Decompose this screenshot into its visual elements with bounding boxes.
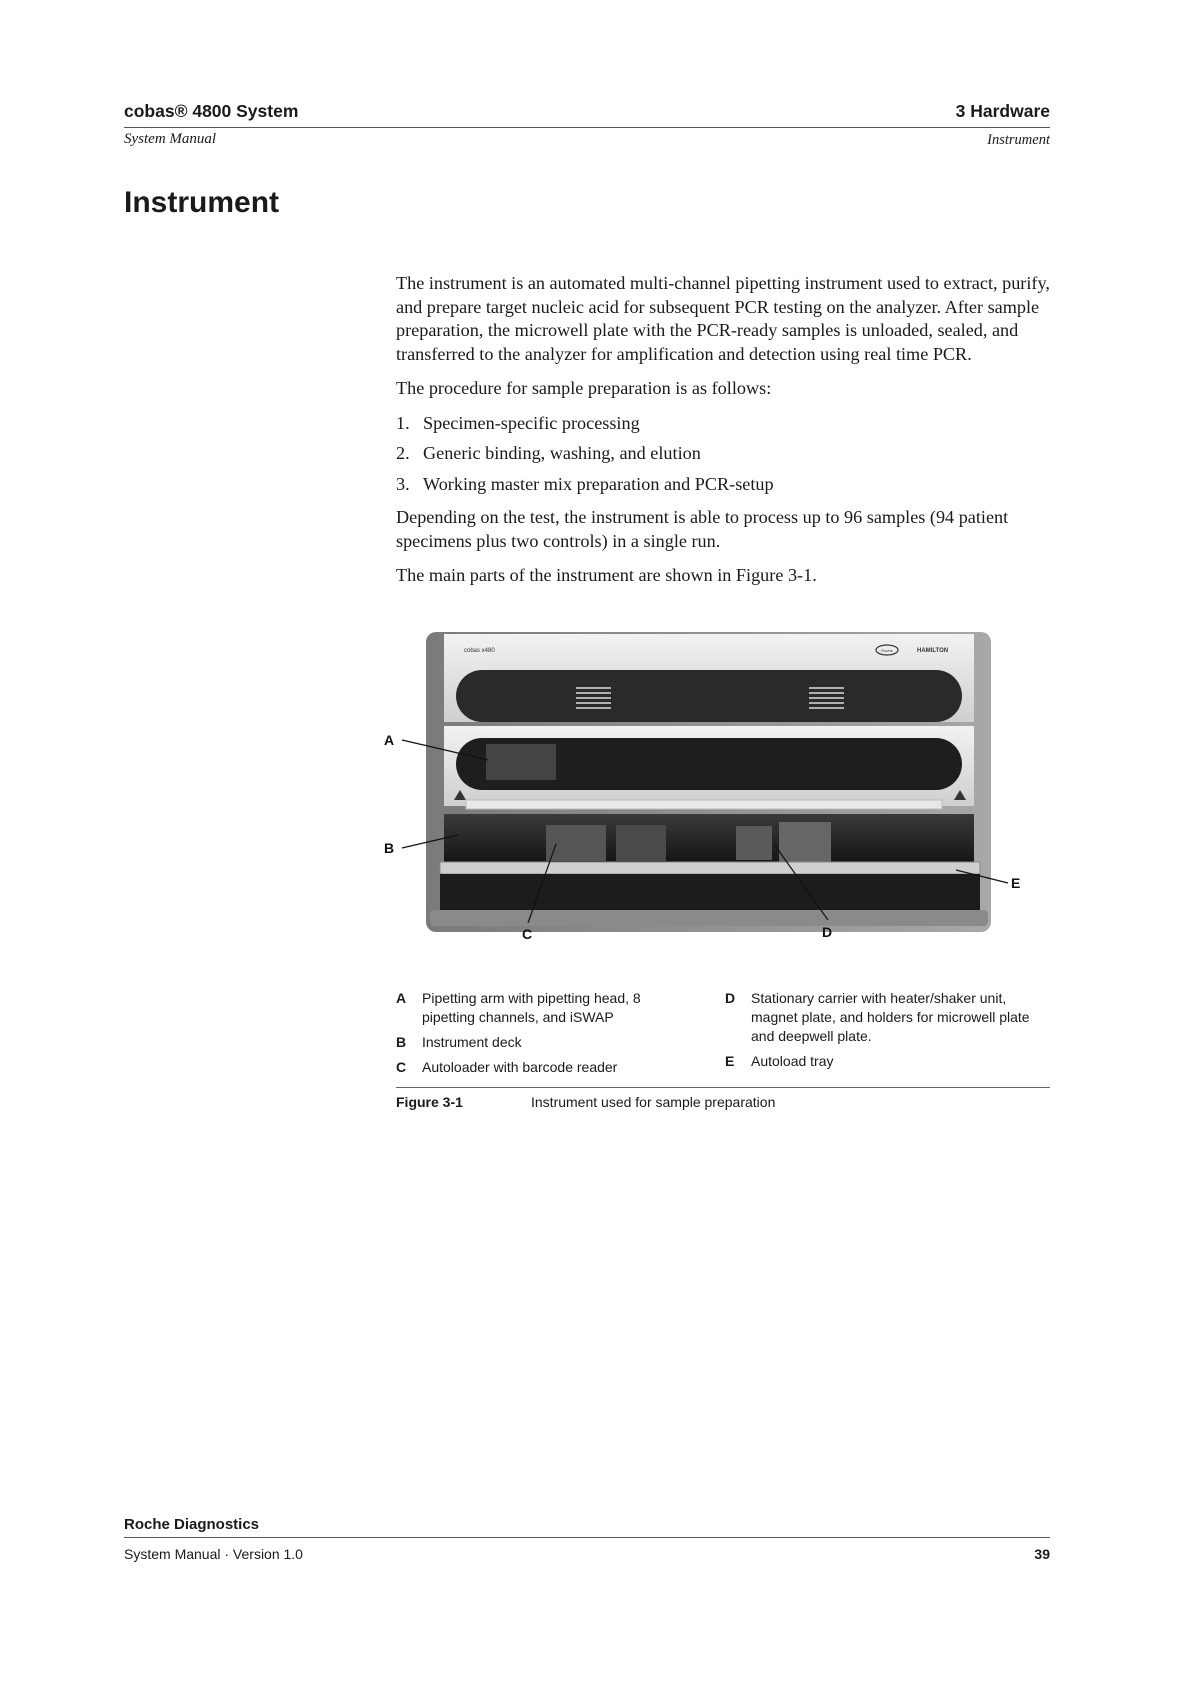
logo-text: Roche (881, 648, 893, 653)
deck-carrier-3 (736, 826, 772, 860)
legend-row (725, 989, 1041, 1046)
legend-right (725, 989, 1041, 1077)
page-title: Instrument (124, 186, 280, 219)
legend-text: Autoload tray (751, 1053, 834, 1069)
legend-letter: D (725, 990, 736, 1006)
list-number: 2. (396, 443, 410, 463)
legend-left (396, 989, 657, 1083)
instrument-deck (444, 814, 974, 864)
heater-shaker-unit (779, 822, 831, 862)
list-item (396, 412, 1056, 436)
brand-label-right: HAMILTON (917, 648, 949, 654)
upper-window (456, 670, 962, 722)
autoloader-rail (440, 862, 980, 874)
list-item (396, 442, 1056, 466)
figure-caption: Instrument used for sample preparation (531, 1094, 776, 1110)
paragraph-procedure: The procedure for sample preparation is as follows: (396, 378, 772, 398)
list-text: Generic binding, washing, and elution (423, 443, 701, 463)
list-item (396, 473, 1056, 497)
brand-label-left: cobas x480 (464, 648, 495, 654)
paragraph-capacity: Depending on the test, the instrument is able to process up to 96 samples (94 patient specimens plus two controls) in a single run. (396, 507, 1009, 551)
list-text: Working master mix preparation and PCR-setup (423, 473, 774, 494)
figure-divider (396, 1087, 1050, 1088)
paragraph-figure-ref: The main parts of the instrument are shown in Figure 3-1. (396, 565, 817, 585)
barcode-strip (466, 800, 942, 809)
body-text (396, 272, 1056, 599)
instrument-base (430, 910, 988, 926)
autoload-tray (440, 874, 980, 912)
callout-d: D (822, 924, 833, 940)
deck-carrier-1 (546, 825, 606, 861)
callout-b: B (384, 840, 395, 856)
deck-carrier-2 (616, 825, 666, 861)
header-doc-subtitle: System Manual (124, 131, 217, 147)
legend-text: Autoloader with barcode reader (422, 1059, 618, 1075)
instrument-illustration (384, 630, 1032, 970)
header-divider (124, 127, 1050, 128)
legend-row (396, 989, 657, 1027)
footer-version: System Manual · Version 1.0 (124, 1546, 303, 1562)
footer-divider (124, 1537, 1050, 1538)
legend-letter: A (396, 990, 407, 1006)
list-number: 1. (396, 412, 410, 433)
callout-e: E (1011, 875, 1021, 891)
list-number: 3. (396, 473, 410, 494)
legend-row (396, 1058, 657, 1077)
header-section-subtitle: Instrument (987, 132, 1050, 148)
legend-row (396, 1033, 657, 1052)
legend-text: Pipetting arm with pipetting head, 8 pipetting channels, and iSWAP (422, 990, 641, 1025)
pipetting-head (486, 744, 556, 780)
legend-letter: E (725, 1053, 735, 1069)
procedure-list (396, 412, 1056, 497)
legend-letter: B (396, 1034, 407, 1050)
header-chapter-title: 3 Hardware (955, 101, 1050, 121)
list-text: Specimen-specific processing (423, 412, 640, 433)
legend-text: Stationary carrier with heater/shaker unit, magnet plate, and holders for microwell plate and deepwell plate. (751, 990, 1030, 1044)
page-number: 39 (1034, 1546, 1050, 1562)
figure-label: Figure 3-1 (396, 1094, 463, 1110)
callout-c: C (522, 926, 533, 942)
callout-a: A (384, 732, 395, 748)
legend-text: Instrument deck (422, 1034, 522, 1050)
instrument-figure (384, 630, 1032, 970)
legend-letter: C (396, 1059, 407, 1075)
legend-row (725, 1052, 1041, 1071)
footer-company: Roche Diagnostics (124, 1516, 260, 1533)
header-doc-title: cobas® 4800 System (124, 101, 299, 121)
paragraph-intro: The instrument is an automated multi-channel pipetting instrument used to extract, purify, and prepare target nucleic acid for subsequent PCR testing on the analyzer. After sample preparation, the microwell plate with the PCR-ready samples is unloaded, sealed, and transferred to the analyzer for amplification and detection using real time PCR. (396, 273, 1050, 364)
